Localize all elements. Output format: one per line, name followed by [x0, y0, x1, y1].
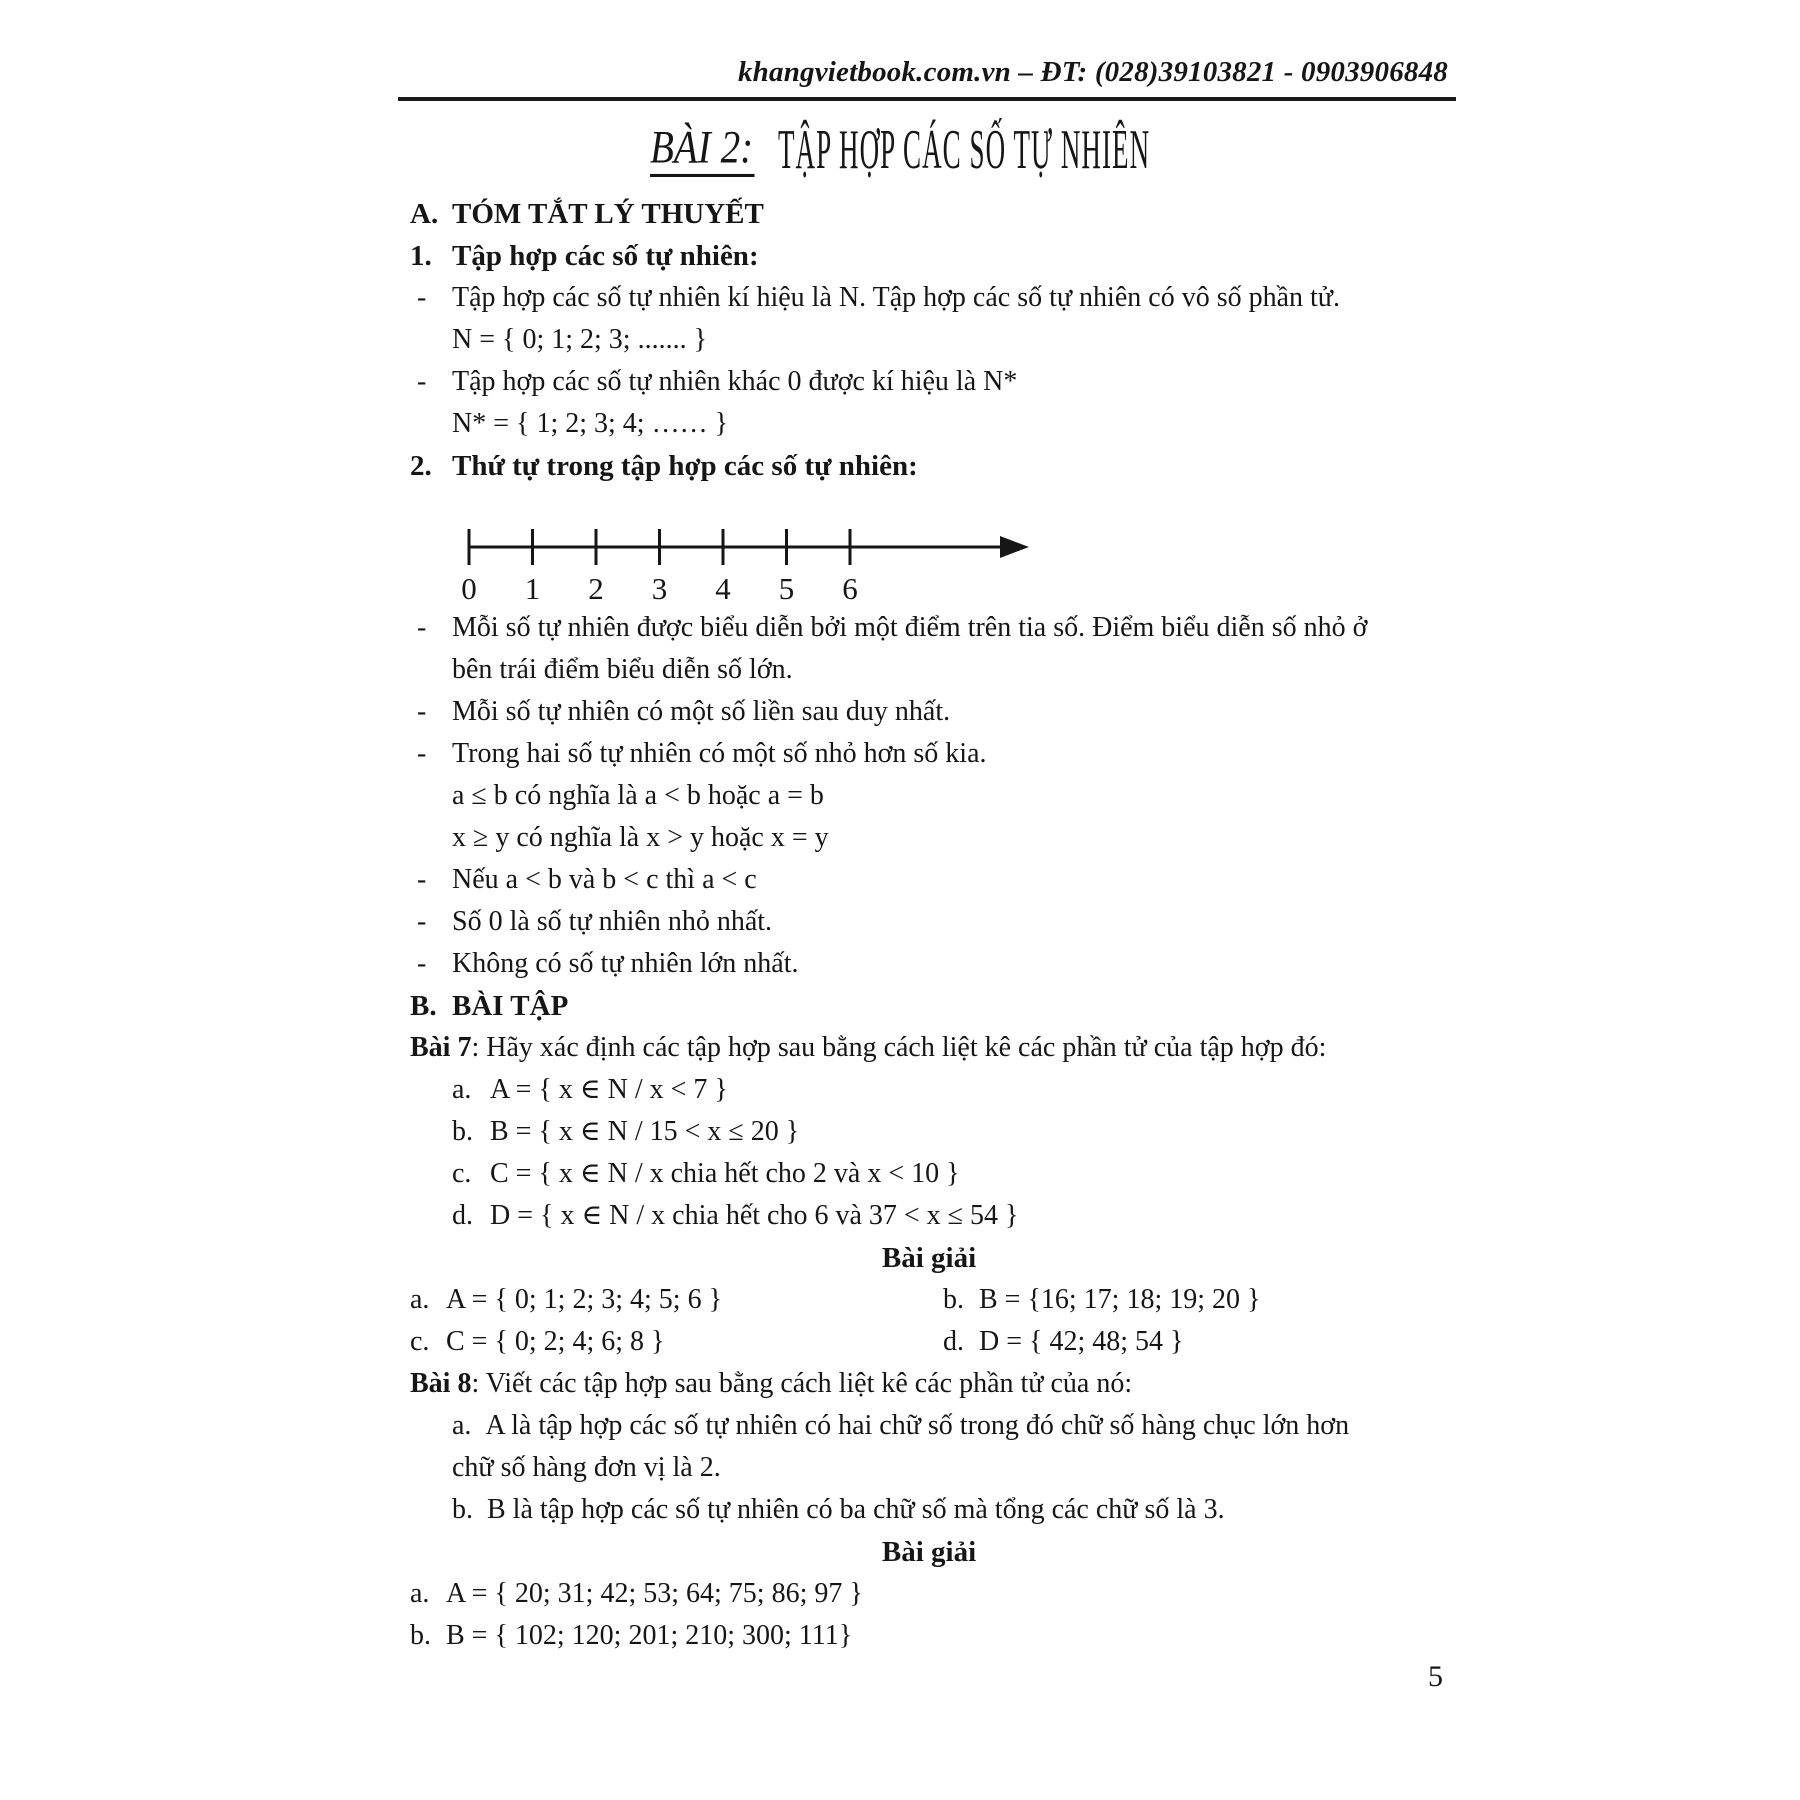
bullet-text: Không có số tự nhiên lớn nhất. [452, 948, 799, 979]
bullet-text: Số 0 là số tự nhiên nhỏ nhất. [452, 906, 773, 937]
tick-label: 0 [461, 571, 477, 603]
book-page-content [410, 0, 1448, 1657]
bullet-item [410, 361, 1448, 403]
section-b-title: BÀI TẬP [452, 990, 569, 1022]
bullet-item [410, 733, 1448, 775]
arrow-right-icon [1000, 536, 1029, 558]
dash-bullet: - [417, 696, 427, 727]
formula-geq: x ≥ y có nghĩa là x > y hoặc x = y [452, 822, 829, 853]
solution-c [410, 1321, 943, 1363]
solution-b [943, 1279, 1448, 1321]
formula-n-set: N = { 0; 1; 2; 3; ....... } [452, 324, 708, 355]
item-text: A là tập hợp các số tự nhiên có hai chữ số trong đó chữ số hàng chục lớn hơn chữ số hàng đơn vị là 2. [452, 1410, 1350, 1483]
exercise-7-item-c [410, 1153, 1448, 1195]
exercise-7-intro: : Hãy xác định các tập hợp sau bằng cách liệt kê các phần tử của tập hợp đó: [471, 1032, 1327, 1063]
exercise-8-label: Bài 8 [410, 1368, 472, 1399]
bullet-text: Nếu a < b và b < c thì a < c [452, 864, 757, 895]
lesson-title [410, 119, 1448, 182]
item-marker: a. [452, 1074, 472, 1105]
item-text: B = {16; 17; 18; 19; 20 } [979, 1284, 1261, 1315]
tick-label: 2 [588, 571, 604, 603]
bullet-item [410, 943, 1448, 985]
subsection-1-title: Tập hợp các số tự nhiên: [452, 240, 759, 272]
tick-label: 3 [651, 571, 668, 603]
section-a-marker: A. [410, 198, 439, 230]
exercise-8-solution-b [410, 1615, 1448, 1657]
dash-bullet: - [417, 738, 427, 769]
dash-bullet: - [417, 948, 427, 979]
dash-bullet: - [417, 864, 427, 895]
tick-label: 4 [715, 571, 731, 603]
subsection-2-marker: 2. [410, 450, 432, 482]
lesson-number: BÀI 2: [650, 124, 755, 177]
item-marker: b. [943, 1284, 964, 1315]
exercise-7-label: Bài 7 [410, 1032, 472, 1063]
lesson-name: TẬP HỢP CÁC SỐ TỰ NHIÊN [778, 119, 1151, 182]
bullet-text: Tập hợp các số tự nhiên khác 0 được kí hiệu là N* [452, 366, 1018, 397]
solution-d [943, 1321, 1448, 1363]
bullet-item [410, 691, 1448, 733]
bullet-item [410, 901, 1448, 943]
tick-label: 6 [842, 571, 858, 603]
exercise-7-solutions [410, 1279, 1448, 1363]
dash-bullet: - [417, 282, 427, 313]
item-text: C = { x ∈ N / x chia hết cho 2 và x < 10 } [490, 1158, 960, 1189]
item-text: C = { 0; 2; 4; 6; 8 } [446, 1326, 665, 1357]
section-b-marker: B. [410, 990, 437, 1022]
item-marker: c. [410, 1326, 430, 1357]
exercise-8-intro: : Viết các tập hợp sau bằng cách liệt kê các phần tử của nó: [471, 1368, 1133, 1399]
item-text: B = { x ∈ N / 15 < x ≤ 20 } [490, 1116, 800, 1147]
exercise-7-item-d [410, 1195, 1448, 1237]
exercise-8-item-b [410, 1489, 1388, 1531]
bullet-text: Mỗi số tự nhiên có một số liền sau duy nhất. [452, 696, 951, 727]
exercise-8-solution-heading: Bài giải [881, 1536, 977, 1568]
item-marker: a. [410, 1578, 430, 1609]
item-text: B là tập hợp các số tự nhiên có ba chữ số mà tổng các chữ số là 3. [487, 1494, 1225, 1525]
item-text: D = { x ∈ N / x chia hết cho 6 và 37 < x ≤ 54 } [490, 1200, 1019, 1231]
header-site-phone: khangvietbook.com.vn – ĐT: (028)39103821 - 0903906848 [737, 56, 1448, 88]
dash-bullet: - [417, 906, 427, 937]
bullet-text: Trong hai số tự nhiên có một số nhỏ hơn số kia. [452, 738, 987, 769]
bullet-item [410, 859, 1448, 901]
subsection-2-title: Thứ tự trong tập hợp các số tự nhiên: [452, 450, 918, 482]
number-line-figure [459, 499, 1448, 603]
number-line-drawing [459, 499, 1039, 603]
exercise-7-statement [410, 1027, 1448, 1069]
exercise-8-solution-a [410, 1573, 1448, 1615]
bullet-text: Tập hợp các số tự nhiên kí hiệu là N. Tập hợp các số tự nhiên có vô số phần tử. [452, 282, 1340, 313]
section-a-title: TÓM TẮT LÝ THUYẾT [452, 198, 764, 230]
exercise-7-item-b [410, 1111, 1448, 1153]
bullet-item [410, 277, 1448, 319]
dash-bullet: - [417, 612, 427, 643]
tick-label: 5 [778, 571, 795, 603]
exercise-8-statement [410, 1363, 1448, 1405]
exercise-7-solution-heading: Bài giải [881, 1242, 977, 1274]
subsection-1-marker: 1. [410, 240, 432, 272]
exercise-7-item-a [410, 1069, 1448, 1111]
subsection-2-heading [410, 445, 1448, 487]
page-number: 5 [1428, 1660, 1443, 1693]
item-marker: b. [452, 1116, 473, 1147]
item-text: A = { 20; 31; 42; 53; 64; 75; 86; 97 } [446, 1578, 863, 1609]
formula-nstar-set: N* = { 1; 2; 3; 4; …… } [452, 408, 729, 439]
item-marker: a. [410, 1284, 430, 1315]
dash-bullet: - [417, 366, 427, 397]
bullet-text: Mỗi số tự nhiên được biểu diễn bởi một điểm trên tia số. Điểm biểu diễn số nhỏ ở bên trái điểm biểu diễn số lớn. [452, 612, 1368, 685]
exercise-8-item-a [410, 1405, 1388, 1489]
header-rule [398, 97, 1456, 101]
item-text: B = { 102; 120; 201; 210; 300; 111} [446, 1620, 853, 1651]
item-marker: a. [452, 1410, 472, 1441]
item-text: A = { 0; 1; 2; 3; 4; 5; 6 } [446, 1284, 723, 1315]
formula-leq: a ≤ b có nghĩa là a < b hoặc a = b [452, 780, 824, 811]
section-b-heading [410, 985, 1448, 1027]
tick-label: 1 [524, 571, 541, 603]
item-marker: b. [410, 1620, 431, 1651]
subsection-1-heading [410, 235, 1448, 277]
item-marker: b. [452, 1494, 473, 1525]
solution-a [410, 1279, 943, 1321]
item-marker: d. [452, 1200, 473, 1231]
item-text: D = { 42; 48; 54 } [979, 1326, 1184, 1357]
item-marker: c. [452, 1158, 472, 1189]
bullet-item [410, 607, 1448, 691]
item-text: A = { x ∈ N / x < 7 } [490, 1074, 728, 1105]
item-marker: d. [943, 1326, 964, 1357]
section-a-heading [410, 193, 1448, 235]
